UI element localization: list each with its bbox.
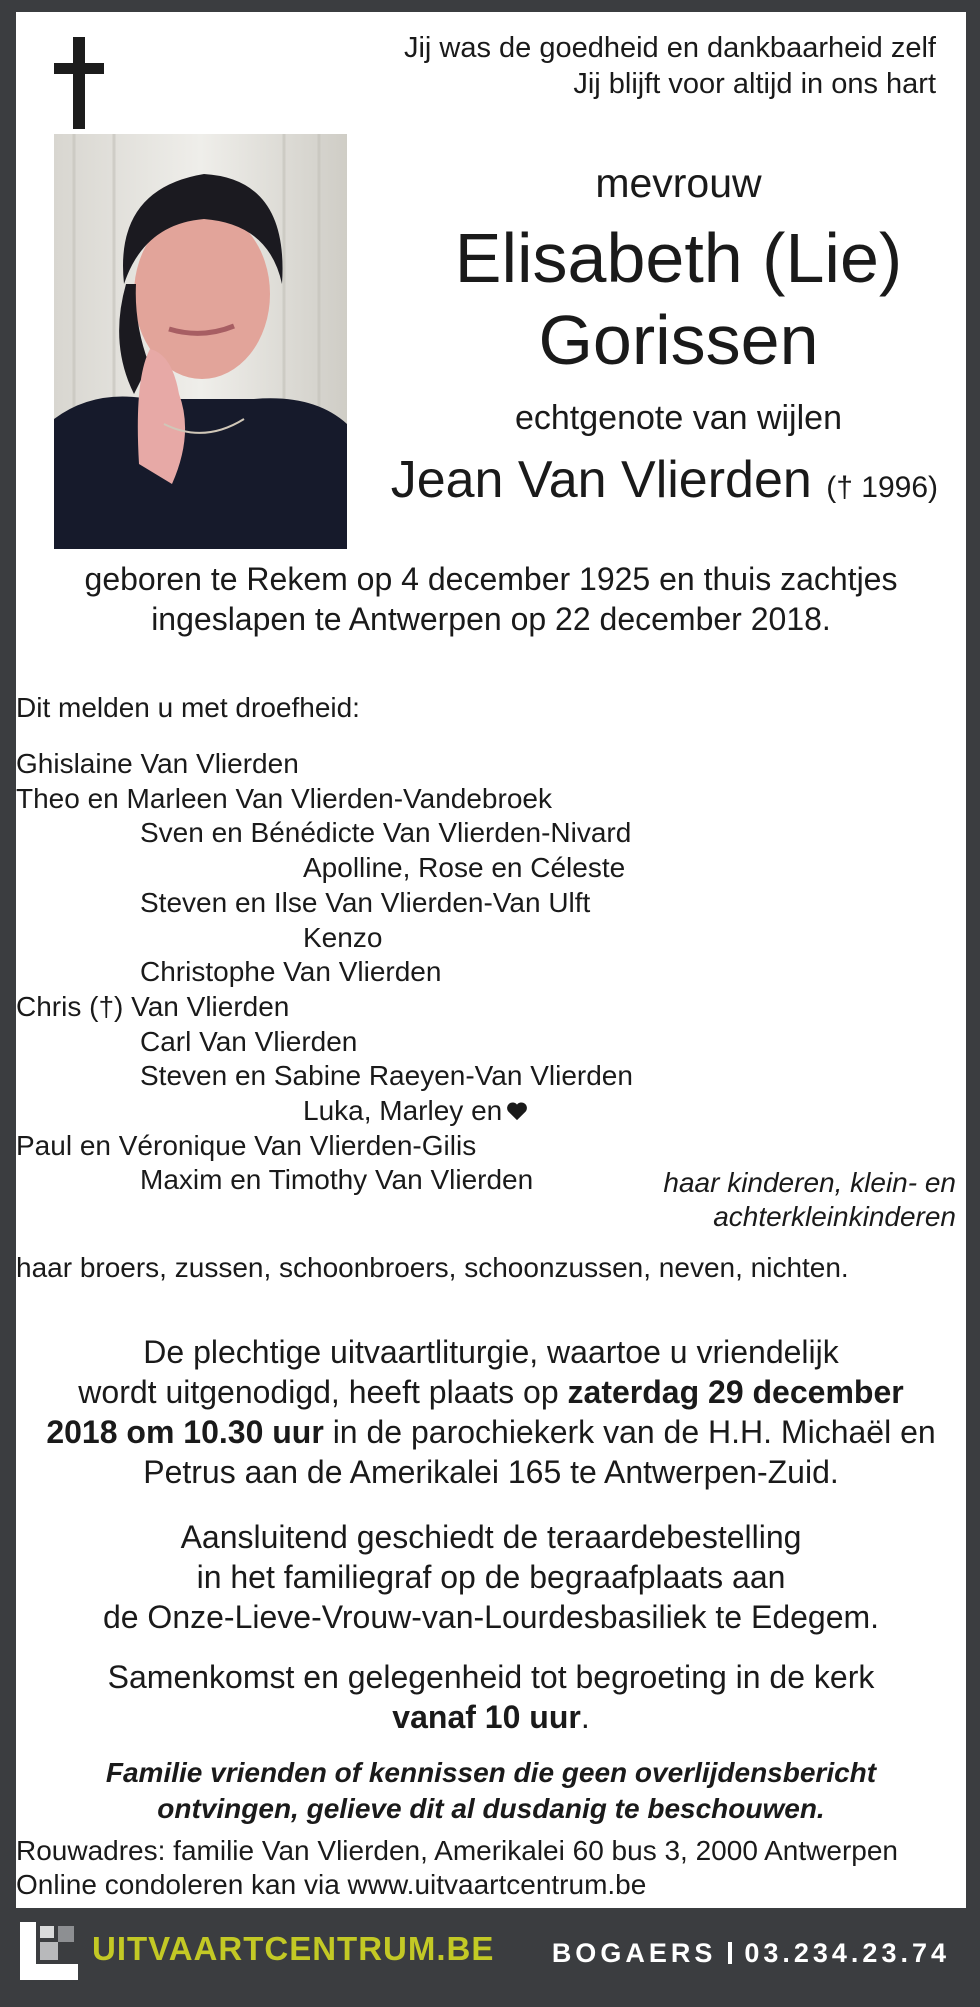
logo-icon: [20, 1922, 78, 1980]
birth-line: geboren te Rekem op 4 december 1925 en thuis zachtjes: [84, 561, 898, 597]
gathering-line: [16, 1697, 966, 1737]
spouse-name: Jean Van Vlierden: [390, 451, 812, 509]
spouse: [391, 450, 938, 510]
notice-text: [16, 1755, 966, 1827]
deceased-name: [391, 217, 966, 381]
relation-note: [663, 1166, 956, 1234]
birth-line: ingeslapen te Antwerpen op 22 december 2018.: [151, 601, 831, 637]
motto: [404, 30, 936, 102]
motto-line: Jij blijft voor altijd in ons hart: [573, 68, 936, 100]
gathering-line: Samenkomst en gelegenheid tot begroeting in de kerk: [107, 1659, 875, 1695]
motto-line: Jij was de goedheid en dankbaarheid zelf: [403, 32, 936, 64]
brand-name[interactable]: UITVAARTCENTRUM.BE: [92, 1930, 495, 1967]
name-line: Elisabeth (Lie): [454, 219, 903, 297]
name-line: Gorissen: [538, 301, 819, 379]
list-item: Steven en Sabine Raeyen-Van Vlierden: [140, 1060, 633, 1092]
list-item: Steven en Ilse Van Vlierden-Van Ulft: [140, 886, 591, 918]
list-item: Sven en Bénédicte Van Vlierden-Nivard: [140, 817, 632, 849]
list-item: Chris (†) Van Vlierden: [16, 990, 290, 1022]
contact-info: [552, 1938, 950, 1969]
burial-line: in het familiegraf op de begraafplaats aan: [196, 1559, 786, 1595]
list-item: Christophe Van Vlierden: [140, 956, 442, 988]
title: mevrouw: [595, 160, 762, 206]
online-condolence-link[interactable]: Online condoleren kan via www.uitvaartcentrum.be: [16, 1869, 647, 1900]
burial-line: de Onze-Lieve-Vrouw-van-Lourdesbasiliek te Edegem.: [102, 1599, 880, 1635]
liturgy-line: [16, 1372, 966, 1412]
list-item: Theo en Marleen Van Vlierden-Vandebroek: [16, 782, 552, 814]
extended-family: haar broers, zussen, schoonbroers, schoonzussen, neven, nichten.: [16, 1252, 849, 1283]
birth-text: [16, 559, 966, 639]
list-item: Kenzo: [303, 921, 383, 953]
gathering-text: [16, 1657, 966, 1737]
burial-line: Aansluitend geschiedt de teraardebestelling: [180, 1519, 802, 1555]
address-block: [16, 1834, 898, 1902]
footer: [0, 1908, 980, 2007]
list-item: Maxim en Timothy Van Vlierden: [140, 1164, 534, 1196]
relation-line: achterkleinkinderen: [713, 1201, 956, 1232]
liturgy-line: Petrus aan de Amerikalei 165 te Antwerpen-Zuid.: [143, 1454, 839, 1490]
spouse-label: echtgenote van wijlen: [514, 399, 842, 437]
phone-number[interactable]: 03.234.23.74: [744, 1938, 950, 1968]
heart-icon: [506, 1100, 528, 1122]
gathering-time: vanaf 10 uur: [392, 1699, 581, 1735]
list-item-text: Luka, Marley en: [303, 1095, 503, 1127]
portrait-photo: [54, 134, 347, 549]
gathering-period: .: [580, 1699, 590, 1735]
liturgy-text: [16, 1332, 966, 1492]
relation-line: haar kinderen, klein- en: [663, 1167, 956, 1198]
mourning-address: Rouwadres: familie Van Vlierden, Amerikalei 60 bus 3, 2000 Antwerpen: [16, 1835, 898, 1866]
obituary-card: [16, 12, 966, 1908]
list-item: Paul en Véronique Van Vlierden-Gilis: [16, 1129, 477, 1161]
liturgy-date: 2018 om 10.30 uur: [46, 1414, 324, 1450]
liturgy-text-part: in de parochiekerk van de H.H. Michaël en: [323, 1414, 936, 1450]
liturgy-date: zaterdag 29 december: [567, 1374, 904, 1410]
intro-text: Dit melden u met droefheid:: [16, 692, 360, 723]
list-item: Ghislaine Van Vlierden: [16, 748, 299, 779]
company-name: BOGAERS: [551, 1938, 717, 1968]
mourners-list: [16, 747, 633, 1198]
liturgy-line: De plechtige uitvaartliturgie, waartoe u vriendelijk: [143, 1334, 839, 1370]
separator: [728, 1942, 732, 1964]
spouse-death: († 1996): [826, 471, 938, 504]
list-item: [16, 1094, 633, 1129]
notice-line: Familie vrienden of kennissen die geen overlijdensbericht: [105, 1757, 877, 1788]
cross-icon: [54, 37, 104, 129]
liturgy-text-part: wordt uitgenodigd, heeft plaats op: [78, 1374, 568, 1410]
list-item: Apolline, Rose en Céleste: [303, 852, 626, 884]
list-item: Carl Van Vlierden: [140, 1025, 358, 1057]
burial-text: [16, 1517, 966, 1637]
liturgy-line: [16, 1412, 966, 1452]
notice-line: ontvingen, gelieve dit al dusdanig te beschouwen.: [157, 1793, 825, 1824]
